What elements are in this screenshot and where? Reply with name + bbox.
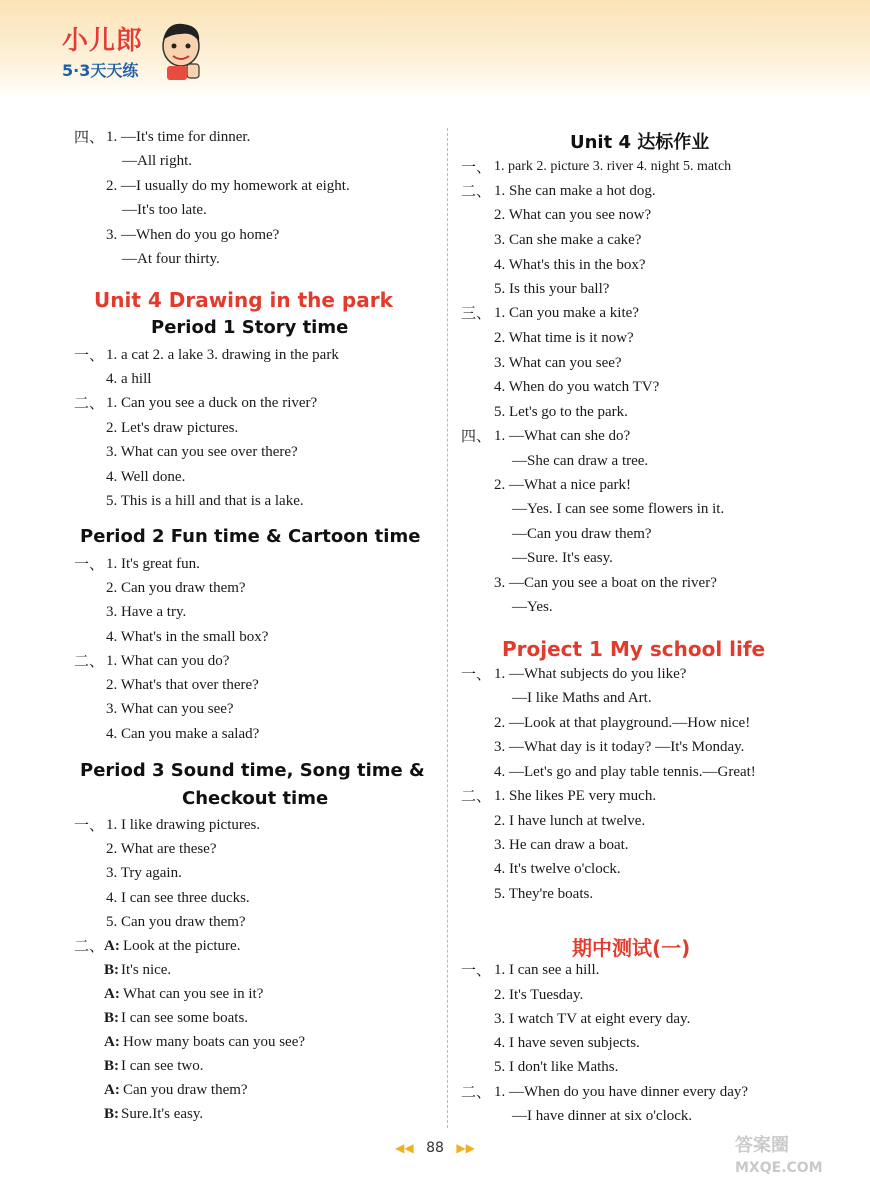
answer-line: 1. —What can she do? [494,428,631,444]
answer-line: 3. What can you see over there? [106,444,298,460]
answer-line: 5. This is a hill and that is a lake. [106,493,304,509]
answer-line: 1. —When do you have dinner every day? [494,1084,749,1100]
period-title: Period 2 Fun time & Cartoon time [80,526,421,547]
answer-line: 2. —I usually do my homework at eight. [106,178,350,194]
watermark [735,1135,823,1179]
section-number: 二、 [461,787,492,805]
period-title: Period 1 Story time [151,317,349,338]
answer-line: 2. —Look at that playground.—How nice! [494,715,751,731]
dialogue-line: Look at the picture. [123,938,241,954]
speaker-label: B: [104,962,119,978]
answer-line: 2. What can you see now? [494,207,652,223]
answer-line: 3. —When do you go home? [106,227,280,243]
section-number: 二、 [74,394,105,412]
section-number: 四、 [74,128,105,146]
section-number: 一、 [461,158,492,176]
mascot-icon [157,20,205,82]
brand-title: 小儿郎 [62,26,144,56]
answer-line: —She can draw a tree. [512,453,649,469]
answer-line: 5. Is this your ball? [494,281,610,297]
answer-line: 4. What's in the small box? [106,629,269,645]
answer-line: 4. —Let's go and play table tennis.—Great! [494,764,756,780]
answer-line: 4. I have seven subjects. [494,1035,640,1051]
answer-line: 2. —What a nice park! [494,477,632,493]
answer-line: 4. Well done. [106,469,186,485]
answer-line: —It's too late. [122,202,207,218]
answer-line: —At four thirty. [122,251,220,267]
watermark-text: 答案圈 [735,1135,789,1156]
section-number: 一、 [74,346,105,364]
answer-line: 2. What are these? [106,841,217,857]
answer-line: 3. Try again. [106,865,182,881]
dialogue-line: How many boats can you see? [123,1034,306,1050]
answer-line: 2. What time is it now? [494,330,634,346]
midterm-title: 期中测试(一) [572,936,691,960]
prev-arrows-icon: ◀◀ [395,1141,414,1155]
speaker-label: A: [104,1082,120,1098]
answer-line: 1. Can you make a kite? [494,305,639,321]
answer-line: 4. When do you watch TV? [494,379,660,395]
period-title: Period 3 Sound time, Song time & [80,760,425,781]
answer-line: 1. She likes PE very much. [494,788,657,804]
answer-line: —Yes. [512,599,553,615]
column-divider [447,128,448,1128]
speaker-label: A: [104,1034,120,1050]
answer-line: 1. a cat 2. a lake 3. drawing in the park [106,347,339,363]
speaker-label: B: [104,1058,119,1074]
brand-logo [62,20,212,90]
answer-line: 2. What's that over there? [106,677,259,693]
answer-line: 1. —What subjects do you like? [494,666,687,682]
homework-title: Unit 4 达标作业 [570,132,710,153]
answer-line: 1. I like drawing pictures. [106,817,261,833]
section-number: 三、 [461,304,492,322]
page-number: 88 [426,1140,444,1156]
watermark-url: MXQE.COM [735,1160,823,1176]
dialogue-line: Sure.It's easy. [121,1106,204,1122]
answer-line: 3. —What day is it today? —It's Monday. [494,739,745,755]
next-arrows-icon: ▶▶ [456,1141,475,1155]
answer-line: 1. —It's time for dinner. [106,129,251,145]
answer-line: 4. It's twelve o'clock. [494,861,621,877]
section-number: 二、 [461,182,492,200]
answer-line: 5. I don't like Maths. [494,1059,619,1075]
section-number: 二、 [74,937,105,955]
answer-line: 3. Can she make a cake? [494,232,642,248]
project-title: Project 1 My school life [502,637,766,661]
answer-line: —Can you draw them? [512,526,652,542]
speaker-label: A: [104,986,120,1002]
period-title: Checkout time [182,788,329,809]
answer-line: 1. park 2. picture 3. river 4. night 5. match [494,159,732,174]
dialogue-line: It's nice. [121,962,172,978]
brand-subtitle: 5·3天天练 [62,61,139,80]
answer-line: —All right. [122,153,192,169]
answer-line: 1. I can see a hill. [494,962,600,978]
speaker-label: B: [104,1106,119,1122]
answer-line: 3. He can draw a boat. [494,837,629,853]
answer-line: 5. They're boats. [494,886,594,902]
answer-line: 1. She can make a hot dog. [494,183,656,199]
answer-line: 5. Let's go to the park. [494,404,628,420]
answer-line: 1. It's great fun. [106,556,200,572]
answer-line: 3. What can you see? [106,701,234,717]
unit-title: Unit 4 Drawing in the park [94,288,393,312]
answer-line: 3. —Can you see a boat on the river? [494,575,717,591]
dialogue-line: I can see two. [121,1058,204,1074]
section-number: 四、 [461,427,492,445]
section-number: 一、 [74,816,105,834]
speaker-label: B: [104,1010,119,1026]
answer-line: —I have dinner at six o'clock. [512,1108,693,1124]
answer-line: 4. Can you make a salad? [106,726,260,742]
answer-line: —I like Maths and Art. [512,690,652,706]
answer-line: 3. What can you see? [494,355,622,371]
answer-line: 4. What's this in the box? [494,257,646,273]
answer-line: —Sure. It's easy. [512,550,613,566]
answer-line: 1. What can you do? [106,653,230,669]
answer-line: 2. Let's draw pictures. [106,420,239,436]
dialogue-line: I can see some boats. [121,1010,249,1026]
section-number: 一、 [74,555,105,573]
answer-line: —Yes. I can see some flowers in it. [512,501,725,517]
section-number: 二、 [461,1083,492,1101]
answer-line: 4. I can see three ducks. [106,890,250,906]
dialogue-line: What can you see in it? [123,986,264,1002]
answer-line: 3. Have a try. [106,604,187,620]
section-number: 一、 [461,961,492,979]
answer-line: 2. Can you draw them? [106,580,246,596]
answer-line: 2. I have lunch at twelve. [494,813,646,829]
section-number: 一、 [461,665,492,683]
speaker-label: A: [104,938,120,954]
section-number: 二、 [74,652,105,670]
answer-line: 1. Can you see a duck on the river? [106,395,318,411]
answer-line: 3. I watch TV at eight every day. [494,1011,691,1027]
answer-line: 4. a hill [106,371,152,387]
dialogue-line: Can you draw them? [123,1082,248,1098]
answer-line: 2. It's Tuesday. [494,987,584,1003]
answer-line: 5. Can you draw them? [106,914,246,930]
